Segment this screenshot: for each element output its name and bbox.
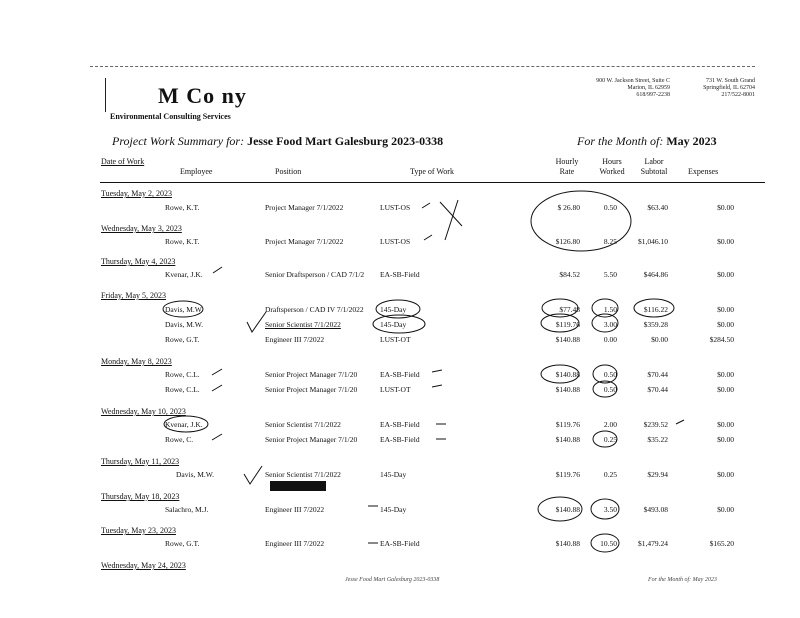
ink-check bbox=[213, 267, 222, 273]
position: Project Manager 7/1/2022 bbox=[265, 203, 344, 212]
type-of-work: 145-Day bbox=[380, 470, 407, 479]
col-expenses: Expenses bbox=[688, 167, 719, 176]
position: Senior Project Manager 7/1/20 bbox=[265, 385, 358, 394]
labor-subtotal: $35.22 bbox=[647, 435, 668, 444]
labor-subtotal: $1,046.10 bbox=[638, 237, 668, 246]
expenses: $165.20 bbox=[709, 539, 734, 548]
type-of-work: EA-SB-Field bbox=[380, 539, 420, 548]
col-employee: Employee bbox=[180, 167, 213, 176]
work-date: Wednesday, May 24, 2023 bbox=[101, 561, 186, 570]
type-of-work: 145-Day bbox=[380, 305, 407, 314]
work-date: Monday, May 8, 2023 bbox=[101, 357, 172, 366]
month-title bbox=[577, 134, 717, 149]
hourly-rate: $119.76 bbox=[555, 470, 580, 479]
expenses: $0.00 bbox=[717, 420, 734, 429]
ink-check bbox=[422, 203, 432, 240]
hours-worked: 0.25 bbox=[603, 435, 617, 444]
project-name: Jesse Food Mart Galesburg 2023-0338 bbox=[247, 134, 444, 148]
address-left-line: Marion, IL 62959 bbox=[627, 85, 670, 91]
expenses: $284.50 bbox=[709, 335, 734, 344]
expenses: $0.00 bbox=[717, 305, 734, 314]
labor-subtotal: $116.22 bbox=[643, 305, 668, 314]
col-label-line: Labor bbox=[644, 157, 664, 166]
employee-name: Davis, M.W. bbox=[165, 305, 204, 314]
hours-worked: 2.00 bbox=[603, 420, 617, 429]
col-position: Position bbox=[275, 167, 302, 176]
work-date: Thursday, May 11, 2023 bbox=[101, 457, 180, 466]
expenses: $0.00 bbox=[717, 203, 734, 212]
hours-worked: 8.25 bbox=[603, 237, 617, 246]
type-of-work: LUST-OS bbox=[380, 203, 411, 212]
position: Project Manager 7/1/2022 bbox=[265, 237, 344, 246]
address-right-line: 731 W. South Grand bbox=[705, 78, 755, 84]
hours-worked: 0.50 bbox=[603, 370, 617, 379]
employee-name: Davis, M.W. bbox=[176, 470, 215, 479]
hourly-rate: $140.88 bbox=[555, 435, 580, 444]
ink-cross bbox=[440, 200, 462, 240]
employee-name: Rowe, K.T. bbox=[165, 237, 200, 246]
hours-worked: 3.50 bbox=[603, 505, 617, 514]
work-date: Wednesday, May 10, 2023 bbox=[101, 407, 186, 416]
expenses: $0.00 bbox=[717, 370, 734, 379]
position: Engineer III 7/2022 bbox=[265, 505, 325, 514]
col-date-of-work: Date of Work bbox=[101, 157, 145, 166]
position: Senior Scientist 7/1/2022 bbox=[265, 320, 341, 329]
col-label-line: Rate bbox=[559, 167, 575, 176]
position: Engineer III 7/2022 bbox=[265, 539, 325, 548]
employee-name: Kvenar, J.K. bbox=[165, 420, 203, 429]
hours-worked: 3.00 bbox=[603, 320, 617, 329]
letterhead-rule bbox=[105, 78, 106, 112]
labor-subtotal: $0.00 bbox=[651, 335, 668, 344]
employee-name: Kvenar, J.K. bbox=[165, 270, 203, 279]
labor-subtotal: $63.40 bbox=[647, 203, 668, 212]
ink-check bbox=[247, 312, 266, 332]
hourly-rate: $119.76 bbox=[555, 420, 580, 429]
type-of-work: EA-SB-Field bbox=[380, 370, 420, 379]
employee-name: Davis, M.W. bbox=[165, 320, 204, 329]
labor-subtotal: $493.08 bbox=[643, 505, 668, 514]
hourly-rate: $119.76 bbox=[555, 320, 580, 329]
work-date: Tuesday, May 2, 2023 bbox=[101, 189, 172, 198]
type-of-work: EA-SB-Field bbox=[380, 270, 420, 279]
col-label-line: Hours bbox=[602, 157, 622, 166]
header-rule bbox=[100, 182, 765, 183]
expenses: $0.00 bbox=[717, 270, 734, 279]
expenses: $0.00 bbox=[717, 505, 734, 514]
labor-subtotal: $359.28 bbox=[643, 320, 668, 329]
type-of-work: 145-Day bbox=[380, 320, 407, 329]
labor-subtotal: $70.44 bbox=[647, 370, 668, 379]
employee-name: Rowe, G.T. bbox=[165, 335, 200, 344]
type-of-work: LUST-OT bbox=[380, 335, 411, 344]
col-hours-worked bbox=[594, 157, 630, 177]
hours-worked: 1.50 bbox=[603, 305, 617, 314]
work-date: Thursday, May 18, 2023 bbox=[101, 492, 180, 501]
type-of-work: EA-SB-Field bbox=[380, 420, 420, 429]
company-subtitle: Environmental Consulting Services bbox=[110, 112, 231, 121]
footer-month: For the Month of: May 2023 bbox=[648, 577, 717, 583]
company-logo: M Co ny bbox=[158, 83, 247, 108]
labor-subtotal: $239.52 bbox=[643, 420, 668, 429]
hours-worked: 0.00 bbox=[603, 335, 617, 344]
address-right-line: 217/522-8001 bbox=[721, 92, 755, 98]
position: Engineer III 7/2022 bbox=[265, 335, 325, 344]
position: Draftsperson / CAD IV 7/1/2022 bbox=[265, 305, 364, 314]
hourly-rate: $84.52 bbox=[559, 270, 580, 279]
address-right-line: Springfield, IL 62704 bbox=[703, 85, 755, 91]
redaction-box bbox=[270, 481, 326, 491]
labor-subtotal: $464.86 bbox=[643, 270, 668, 279]
hourly-rate: $140.88 bbox=[555, 539, 580, 548]
employee-name: Rowe, C. bbox=[165, 435, 194, 444]
address-right bbox=[660, 78, 755, 99]
position: Senior Draftsperson / CAD 7/1/2 bbox=[265, 270, 365, 279]
hours-worked: 0.25 bbox=[603, 470, 617, 479]
hourly-rate: $ 26.80 bbox=[557, 203, 580, 212]
work-date: Thursday, May 4, 2023 bbox=[101, 257, 176, 266]
work-date: Wednesday, May 3, 2023 bbox=[101, 224, 182, 233]
address-left bbox=[560, 78, 670, 99]
expenses: $0.00 bbox=[717, 470, 734, 479]
footer-project: Jesse Food Mart Galesburg 2023-0338 bbox=[345, 577, 440, 583]
type-of-work: LUST-OT bbox=[380, 385, 411, 394]
type-of-work: EA-SB-Field bbox=[380, 435, 420, 444]
month-prefix: For the Month of: bbox=[577, 134, 664, 148]
scan-top-edge bbox=[90, 66, 755, 73]
position: Senior Scientist 7/1/2022 bbox=[265, 420, 341, 429]
expenses: $0.00 bbox=[717, 385, 734, 394]
col-label-line: Worked bbox=[599, 167, 625, 176]
col-type-of-work: Type of Work bbox=[410, 167, 454, 176]
type-of-work: 145-Day bbox=[380, 505, 407, 514]
employee-name: Rowe, G.T. bbox=[165, 539, 200, 548]
position: Senior Project Manager 7/1/20 bbox=[265, 435, 358, 444]
col-labor-subtotal bbox=[634, 157, 674, 177]
summary-prefix: Project Work Summary for: bbox=[112, 134, 245, 148]
employee-name: Rowe, C.L. bbox=[165, 370, 200, 379]
position: Senior Project Manager 7/1/20 bbox=[265, 370, 358, 379]
summary-title bbox=[112, 134, 443, 149]
expenses: $0.00 bbox=[717, 237, 734, 246]
employee-name: Rowe, K.T. bbox=[165, 203, 200, 212]
ink-check bbox=[244, 466, 262, 484]
ink-stroke bbox=[368, 506, 378, 543]
hours-worked: 0.50 bbox=[603, 385, 617, 394]
labor-subtotal: $70.44 bbox=[647, 385, 668, 394]
expenses: $0.00 bbox=[717, 320, 734, 329]
position: Senior Scientist 7/1/2022 bbox=[265, 470, 341, 479]
col-label-line: Subtotal bbox=[640, 167, 668, 176]
hours-worked: 0.50 bbox=[603, 203, 617, 212]
hourly-rate: $140.88 bbox=[555, 370, 580, 379]
work-date: Tuesday, May 23, 2023 bbox=[101, 526, 176, 535]
col-hourly-rate bbox=[551, 157, 583, 177]
hourly-rate: $140.88 bbox=[555, 335, 580, 344]
employee-name: Salachro, M.J. bbox=[165, 505, 209, 514]
work-date: Friday, May 5, 2023 bbox=[101, 291, 167, 300]
hours-worked: 5.50 bbox=[603, 270, 617, 279]
hourly-rate: $126.80 bbox=[555, 237, 580, 246]
hourly-rate: $77.48 bbox=[559, 305, 580, 314]
month-value: May 2023 bbox=[666, 134, 717, 148]
hours-worked: 10.50 bbox=[600, 539, 617, 548]
hourly-rate: $140.88 bbox=[555, 385, 580, 394]
address-left-line: 900 W. Jackson Street, Suite C bbox=[596, 78, 670, 84]
expenses: $0.00 bbox=[717, 435, 734, 444]
labor-subtotal: $29.94 bbox=[647, 470, 668, 479]
address-left-line: 618/997-2238 bbox=[636, 92, 670, 98]
labor-subtotal: $1,479.24 bbox=[638, 539, 668, 548]
col-label-line: Hourly bbox=[555, 157, 579, 166]
employee-name: Rowe, C.L. bbox=[165, 385, 200, 394]
hourly-rate: $140.88 bbox=[555, 505, 580, 514]
type-of-work: LUST-OS bbox=[380, 237, 411, 246]
